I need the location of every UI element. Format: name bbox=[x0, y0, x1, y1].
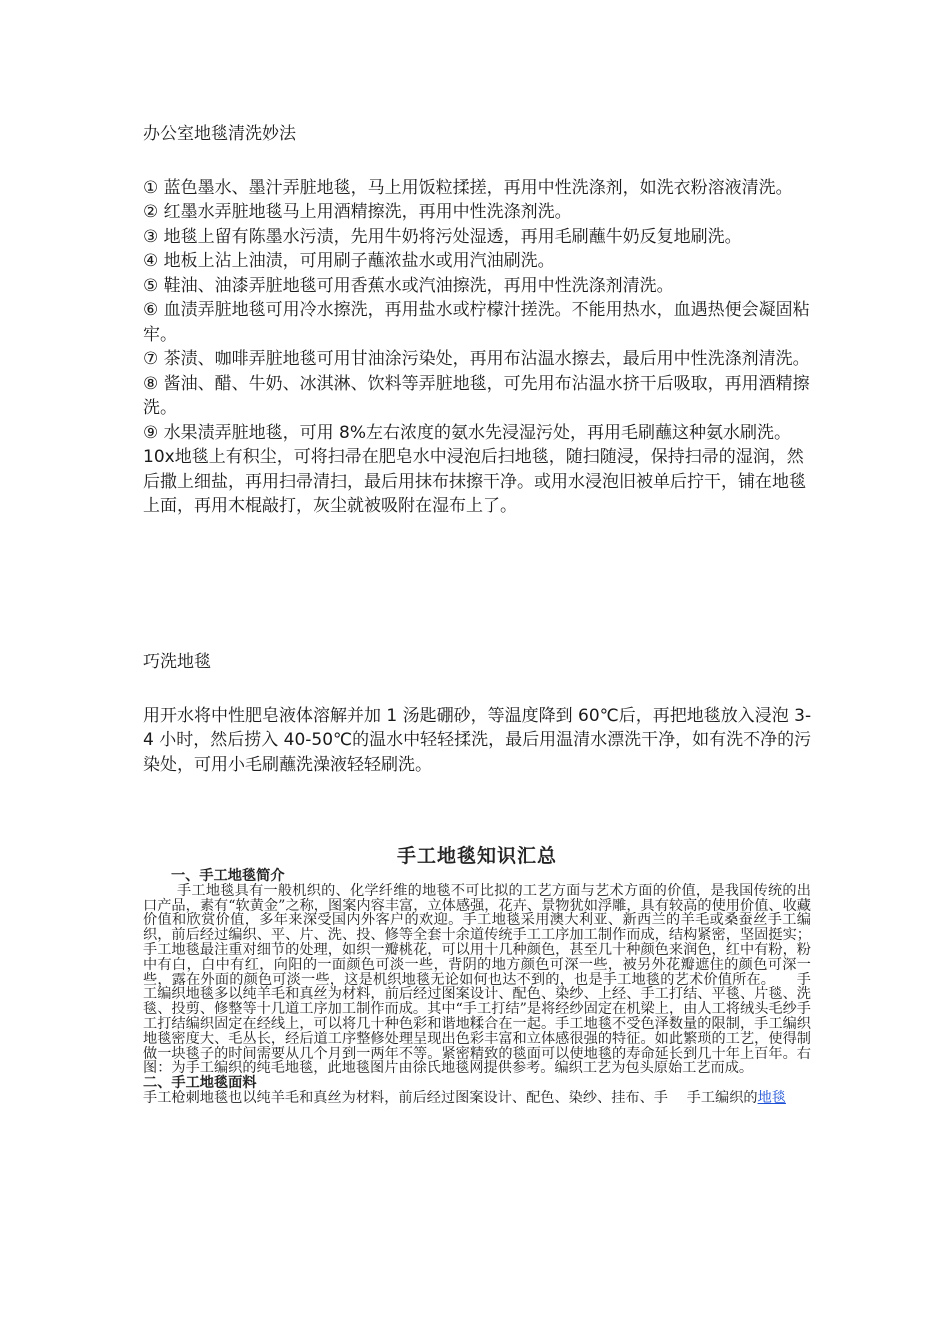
tip-item: ⑧ 酱油、醋、牛奶、冰淇淋、饮料等弄脏地毯，可先用布沾温水挤干后吸取，再用酒精擦洗。 bbox=[143, 373, 810, 418]
clever-washing-text: 用开水将中性肥皂液体溶解并加 1 汤匙硼砂，等温度降到 60℃后，再把地毯放入浸泡 3-4 小时，然后捞入 40-50℃的温水中轻轻揉洗，最后用温清水漂洗干净，如有洗不净的污染处，可用小毛刷蘸洗澡液轻轻刷洗。 bbox=[143, 705, 812, 775]
tip-item: 10ⅹ地毯上有积尘，可将扫帚在肥皂水中浸泡后扫地毯，随扫随浸，保持扫帚的湿润，然后撒上细盐，再用扫帚清扫，最后用抹布抹擦干净。或用水浸泡旧被单后拧干，铺在地毯上面，再用木棍敲打，灰尘就被吸附在湿布上了。 bbox=[143, 447, 806, 516]
spacer bbox=[143, 147, 813, 176]
tip-item: ⑨ 水果渍弄脏地毯，可用 8%左右浓度的氨水先浸湿污处，再用毛刷蘸这种氨水刷洗。 bbox=[143, 422, 792, 443]
office-cleaning-title: 办公室地毯清洗妙法 bbox=[143, 124, 296, 144]
intro-paragraph: 手工地毯具有一般机织的、化学纤维的地毯不可比拟的工艺方面与艺术方面的价值，是我国传统的出口产品，素有“软黄金”之称，图案内容丰富，立体感强，花卉、景物犹如浮雕，具有较高的使用价值、收藏价值和欣赏价值，多年来深受国内外客户的欢迎。手工地毯采用澳大利亚、新西兰的羊毛或桑蚕丝手工编织，前后经过编织、平、片、洗、投、修等全套十余道传统手工工序加工制作而成，结构紧密，坚固挺实；手工地毯最注重对细节的处理，如织一瓣桃花，可以用十几种颜色，甚至几十种颜色来润色，红中有粉，粉中有白，白中有红，向阳的一面颜色可淡一些，背阴的地方颜色可深一些，被另外花瓣遮住的颜色可深一些，露在外面的颜色可淡一些，这是机织地毯无论如何也达不到的，也是手工地毯的艺术价值所在。 手工编织地毯多以纯羊毛和真丝为材料，前后经过图案设计、配色、染纱、上经、手工打结、平毯、片毯、洗毯、投剪、修整等十几道工序加工制作而成。其中“手工打结”是将经纱固定在机梁上，由人工将绒头毛纱手工打结编织固定在经线上，可以将几十种色彩和谐地糅合在一起。手工地毯不受色泽数量的限制，手工编织地毯密度大、毛丛长，经后道工序整修处理呈现出色彩丰富和立体感很强的特征。如此繁琐的工艺，使得制做一块毯子的时间需要从几个月到一两年不等。紧密精致的毯面可以使地毯的寿命延长到几十年上百年。右图：为手工编织的纯毛地毯，此地毯图片由徐氏地毯网提供参考。编织工艺为包头原始工艺而成。 bbox=[143, 882, 811, 1077]
tip-item: ② 红墨水弄脏地毯马上用酒精擦洗，再用中性洗涤剂洗。 bbox=[143, 202, 572, 222]
clever-washing-section bbox=[143, 650, 813, 777]
handmade-carpet-section bbox=[143, 843, 811, 1106]
tip-item: ① 蓝色墨水、墨汁弄脏地毯，马上用饭粒揉搓，再用中性洗涤剂，如洗衣粉溶液清洗。 bbox=[143, 177, 793, 198]
material-text: 手工枪刺地毯也以纯羊毛和真丝为材料，前后经过图案设计、配色、染纱、挂布、手 手工编织的 bbox=[143, 1089, 758, 1106]
carpet-link[interactable]: 地毯 bbox=[757, 1089, 786, 1106]
tip-item: ⑦ 茶渍、咖啡弄脏地毯可用甘油涂污染处，再用布沾温水擦去，最后用中性洗涤剂清洗。 bbox=[143, 349, 810, 369]
tip-item: ⑥ 血渍弄脏地毯可用冷水擦洗，再用盐水或柠檬汁搓洗。不能用热水，血遇热便会凝固粘牢。 bbox=[143, 300, 810, 345]
office-cleaning-section bbox=[143, 122, 813, 519]
clever-washing-title: 巧洗地毯 bbox=[143, 652, 211, 672]
spacer bbox=[143, 675, 813, 704]
knowledge-title: 手工地毯知识汇总 bbox=[396, 845, 557, 867]
tip-item: ③ 地毯上留有陈墨水污渍，先用牛奶将污处湿透，再用毛刷蘸牛奶反复地刷洗。 bbox=[143, 226, 742, 247]
tip-item: ④ 地板上沾上油渍，可用刷子蘸浓盐水或用汽油刷洗。 bbox=[143, 251, 555, 271]
material-paragraph bbox=[143, 1091, 811, 1106]
subheading-intro: 一、手工地毯简介 bbox=[171, 868, 285, 884]
tip-item: ⑤ 鞋油、油漆弄脏地毯可用香蕉水或汽油擦洗，再用中性洗涤剂清洗。 bbox=[143, 275, 674, 296]
subheading-material: 二、手工地毯面料 bbox=[143, 1075, 257, 1092]
